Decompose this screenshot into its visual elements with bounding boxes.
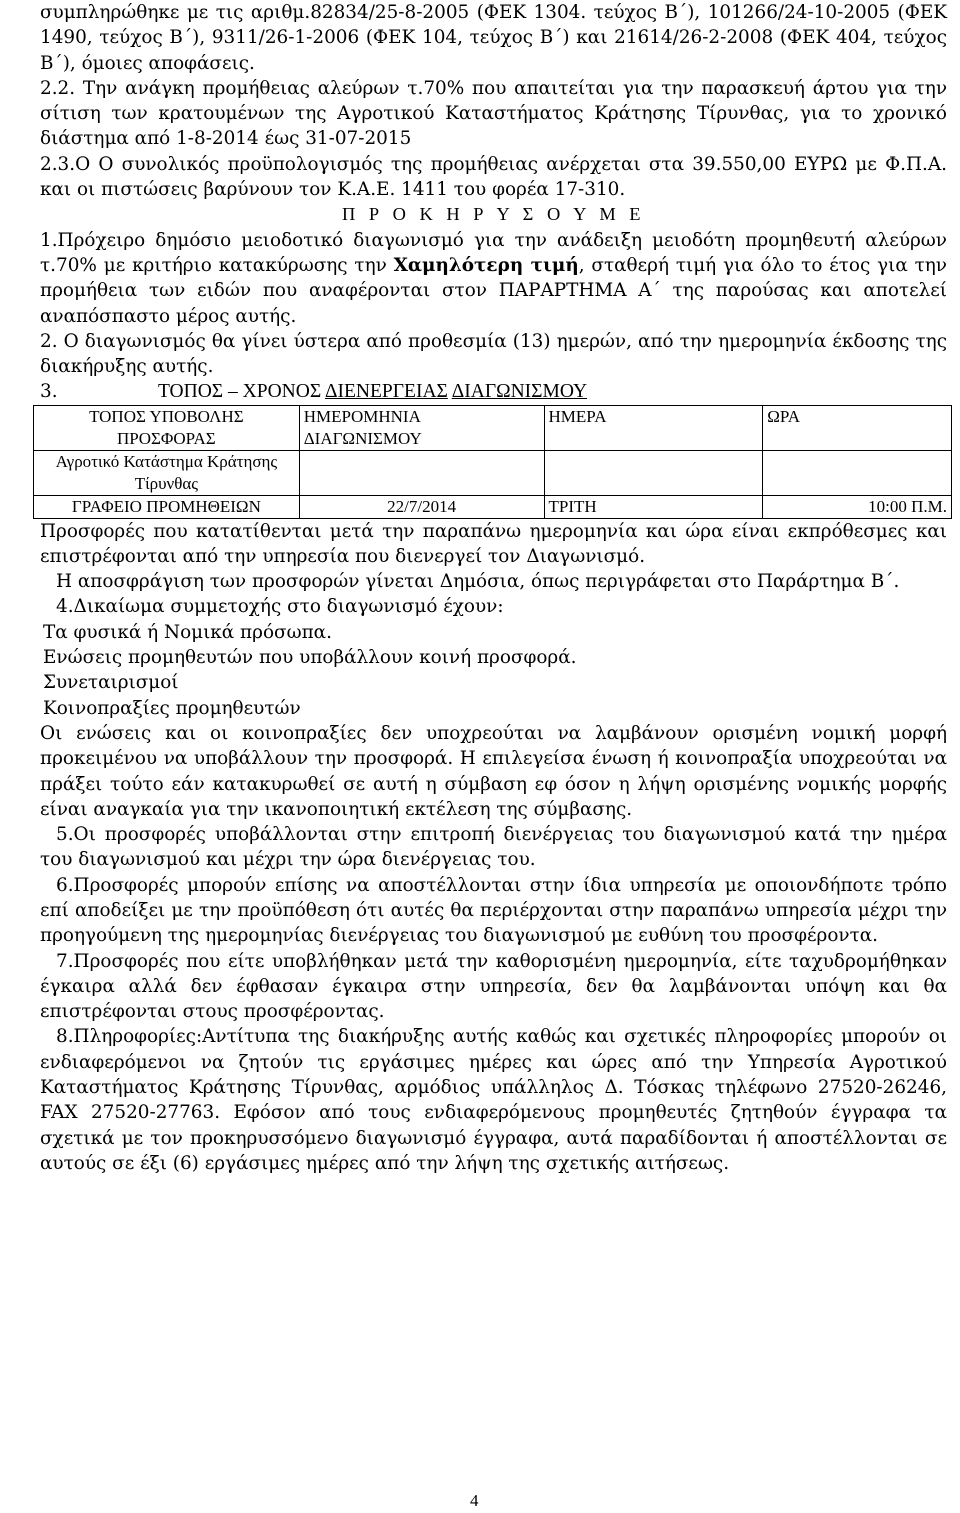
item-2-paragraph: 2. Ο διαγωνισμός θα γίνει ύστερα από προθεσμία (13) ημερών, από την ημερομηνία έκδοσης της διακήρυξης αυτής. [40,330,947,378]
schedule-day: ΤΡΙΤΗ [544,495,763,518]
item-3-number: 3. [40,381,58,403]
item-1-paragraph [40,228,947,329]
late-offers-paragraph: Προσφορές που κατατίθενται μετά την παραπάνω ημερομηνία και ώρα είναι εκπρόθεσμες και επιστρέφονται από την υπηρεσία που διενεργεί τον Διαγωνισμό. [40,520,947,567]
item-3-title [158,379,587,404]
intro-paragraph-1: συμπληρώθηκε με τις αριθμ.82834/25-8-2005 (ΦΕΚ 1304. τεύχος Β΄), 101266/24-10-2005 (ΦΕΚ 1490, τεύχος Β΄), 9311/26-1-2006 (ΦΕΚ 104, τεύχος Β΄) και 21614/26-2-2008 (ΦΕΚ 404, τεύχος Β΄), όμοιες αποφάσεις. [40,2,947,74]
schedule-header-date: ΗΜΕΡΟΜΗΝΙΑ ΔΙΑΓΩΝΙΣΜΟΥ [299,405,544,450]
schedule-place-line-2: ΓΡΑΦΕΙΟ ΠΡΟΜΗΘΕΙΩΝ [34,495,300,518]
proclamation-heading: Π Ρ Ο Κ Η Ρ Υ Σ Ο Υ Μ Ε [341,204,646,225]
intro-paragraph-3: 2.3.Ο Ο συνολικός προϋπολογισμός της προμήθειας ανέρχεται στα 39.550,00 ΕΥΡΩ με Φ.Π.Α. και οι πιστώσεις βαρύνουν τον Κ.Α.Ε. 1411 του φορέα 17-310. [40,153,947,201]
item-3-title-part: ΤΟΠΟΣ – ΧΡΟΝΟΣ [158,381,325,403]
schedule-header-row [34,405,952,450]
item-4-title: 4.Δικαίωμα συμμετοχής στο διαγωνισμό έχουν: [56,596,504,618]
page-number: 4 [470,1491,479,1510]
schedule-place-line-1: Αγροτικό Κατάστημα Κράτησης Τίρυνθας [34,450,300,495]
schedule-data-row [34,495,952,518]
empty-cell [544,450,763,495]
eligible-list-item-2: Ενώσεις προμηθευτών που υποβάλλουν κοινή προσφορά. [43,647,577,669]
eligible-list-item-1: Τα φυσικά ή Νομικά πρόσωπα. [43,621,332,643]
item-8-paragraph: 8.Πληροφορίες:Αντίτυπα της διακήρυξης αυτής καθώς και σχετικές πληροφορίες μπορούν οι ενδιαφερόμενοι να ζητούν τις εργάσιμες ημέρες και ώρες από την Υπηρεσία Αγροτικού Καταστήματος Κράτησης Τίρυνθας, αρμόδιος υπάλληλος Δ. Τόσκας τηλέφωνο 27520-26246, FAX 27520-27763. Εφόσον από τους ενδιαφερόμενους προμηθευτές ζητηθούν έγγραφα τα σχετικά με τον προκηρυσσόμενο διαγωνισμό έγγραφα, αυτά παραδίδονται ή αποστέλλονται σε αυτούς σε έξι (6) εργάσιμες ημέρες από την λήψη της σχετικής αιτήσεως. [40,1026,947,1174]
unsealing-paragraph: Η αποσφράγιση των προσφορών γίνεται Δημόσια, όπως περιγράφεται στο Παράρτημα Β΄. [56,571,900,593]
empty-cell [763,450,952,495]
intro-paragraph-2: 2.2. Την ανάγκη προμήθειας αλεύρων τ.70% που απαιτείται για την παρασκευή άρτου για την σίτιση των κρατουμένων της Αγροτικού Καταστήματος Κράτησης Τίρυνθας, για το χρονικό διάστημα από 1-8-2014 έως 31-07-2015 [40,77,947,150]
item-6-paragraph: 6.Προσφορές μπορούν επίσης να αποστέλλονται στην ίδια υπηρεσία με οποιονδήποτε τρόπο επί αποδείξει με την προϋπόθεση ότι αυτές θα περιέρχονται στην παραπάνω υπηρεσία μέχρι την προηγούμενη της ημερομηνίας διενέργειας του διαγωνισμού με ευθύνη του προσφέροντα. [40,874,947,947]
item-3-title-underlined-2: ΔΙΑΓΩΝΙΣΜΟΥ [451,381,588,403]
schedule-date: 22/7/2014 [299,495,544,518]
document-page [40,0,947,1176]
schedule-place-row [34,450,952,495]
item-1-criterion: Χαμηλότερη τιμή [393,254,579,276]
schedule-time: 10:00 Π.Μ. [763,495,952,518]
schedule-header-time: ΩΡΑ [763,405,952,450]
schedule-table [33,405,952,519]
eligible-list-item-4: Κοινοπραξίες προμηθευτών [43,697,301,719]
item-7-paragraph: 7.Προσφορές που είτε υποβλήθηκαν μετά την καθορισμένη ημερομηνία, είτε ταχυδρομήθηκαν έγκαιρα αλλά δεν έφθασαν έγκαιρα στην υπηρεσία, δεν θα λαμβάνονται υπόψη και θα επιστρέφονται στους προσφέροντας. [40,950,947,1023]
schedule-header-day: ΗΜΕΡΑ [544,405,763,450]
item-3-title-underlined-1: ΔΙΕΝΕΡΓΕΙΑΣ [324,381,448,403]
item-4-paragraph: Οι ενώσεις και οι κοινοπραξίες δεν υποχρεούται να λαμβάνουν ορισμένη νομική μορφή προκειμένου να υποβάλλουν την προσφορά. Η επιλεγείσα ένωση ή κοινοπραξία υποχρεούται να πράξει τούτο εάν κατακυρωθεί σε αυτή η σύμβαση εφ όσον η λήψη ορισμένης νομικής μορφής είναι αναγκαία για την ικανοποιητική εκτέλεση της σύμβασης. [40,722,947,820]
item-3-heading [40,379,947,404]
schedule-header-place: ΤΟΠΟΣ ΥΠΟΒΟΛΗΣ ΠΡΟΣΦΟΡΑΣ [34,405,300,450]
item-1-text-end: , σταθερή τιμή για όλο το έτος για την προμήθεια των ειδών που αναφέρονται στον ΠΑΡΑΡΤΗΜΑ Α΄ της παρούσας και αποτελεί αναπόσπαστο μέρος αυτής. [40,254,947,327]
empty-cell [299,450,544,495]
item-1-text: 1.Πρόχειρο δημόσιο μειοδοτικό διαγωνισμό για την ανάδειξη μειοδότη προμηθευτή αλεύρων τ.70% με κριτήριο κατακύρωσης την [40,229,947,276]
eligible-list-item-3: Συνεταιρισμοί [43,672,179,694]
item-5-paragraph: 5.Οι προσφορές υποβάλλονται στην επιτροπή διενέργειας του διαγωνισμού κατά την ημέρα του διαγωνισμού και μέχρι την ώρα διενέργειας του. [40,824,947,871]
